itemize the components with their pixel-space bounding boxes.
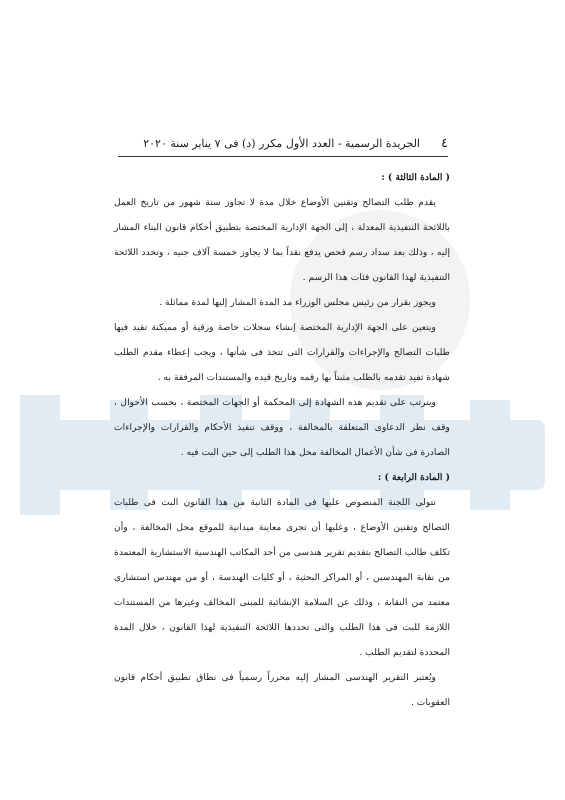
article-3-paragraph-1: يقدم طلب التصالح وتقنين الأوضاع خلال مدة لا تجاوز ستة شهور من تاريخ العمل باللائحة التنفيذية المعدلة ، إلى الجهة الإدارية المختصة بتطبيق أحكام قانون البناء المشار إليه ، وذلك بعد سداد رسم فحص يدفع نقداً بما لا يجاوز خمسة آلاف جنيه ، وتحدد اللائحة التنفيذية لهذا القانون فئات هذا الرسم . — [114, 197, 450, 283]
header-divider — [118, 156, 448, 157]
article-3-paragraph-3: ويتعين على الجهة الإدارية المختصة إنشاء سجلات خاصة ورقية أو مميكنة تقيد فيها طلبات التصالح والإجراءات والقرارات التى تتخذ فى شأنها ، ويجب إعطاء مقدم الطلب شهادة تفيد تقدمه بالطلب مثبتاً بها رقمه وتاريخ قيده والمستندات المرفقة به . — [114, 322, 450, 383]
article-4-paragraph-1: تتولى اللجنة المنصوص عليها فى المادة الثانية من هذا القانون البت فى طلبات التصالح وتقنين الأوضاع ، وعليها أن تجرى معاينة ميدانية للموقع محل المخالفة ، وأن تكلف طالب التصالح بتقديم تقرير هندسى من أحد المكاتب الهندسية الاستشارية المعتمدة من نقابة المهندسين ، أو المراكز البحثية ، أو كليات الهندسة ، أو من مهندس استشارى معتمد من النقابة ، وذلك عن السلامة الإنشائية للمبنى المخالف وغيرها من المستندات اللازمة للبت فى هذا الطلب والتى تحددها اللائحة التنفيذية لهذا القانون ، خلال المدة المحددة لتقديم الطلب . — [114, 497, 450, 658]
article-4-paragraph-2: ويُعتبر التقرير الهندسى المشار إليه محرراً رسمياً فى نطاق تطبيق أحكام قانون العقوبات . — [114, 672, 450, 708]
gazette-title: الجريدة الرسمية - العدد الأول مكرر (د) فى ٧ يناير سنة ٢٠٢٠ — [143, 137, 420, 150]
page-number: ٤ — [441, 136, 448, 151]
document-body — [114, 165, 450, 715]
page-header — [118, 134, 448, 156]
article-4-heading: ( المادة الرابعة ) : — [377, 472, 450, 483]
article-3-paragraph-4: ويترتب على تقديم هذه الشهادة إلى المحكمة أو الجهات المختصة ، بحسب الأحوال ، وقف نظر الدعاوى المتعلقة بالمخالفة ، ووقف تنفيذ الأحكام والقرارات والإجراءات الصادرة فى شأن الأعمال المخالفة محل هذا الطلب إلى حين البت فيه . — [114, 397, 450, 458]
article-3-paragraph-2: ويجوز بقرار من رئيس مجلس الوزراء مد المدة المشار إليها لمدة مماثلة . — [159, 297, 436, 308]
article-3-heading: ( المادة الثالثة ) : — [381, 172, 450, 183]
